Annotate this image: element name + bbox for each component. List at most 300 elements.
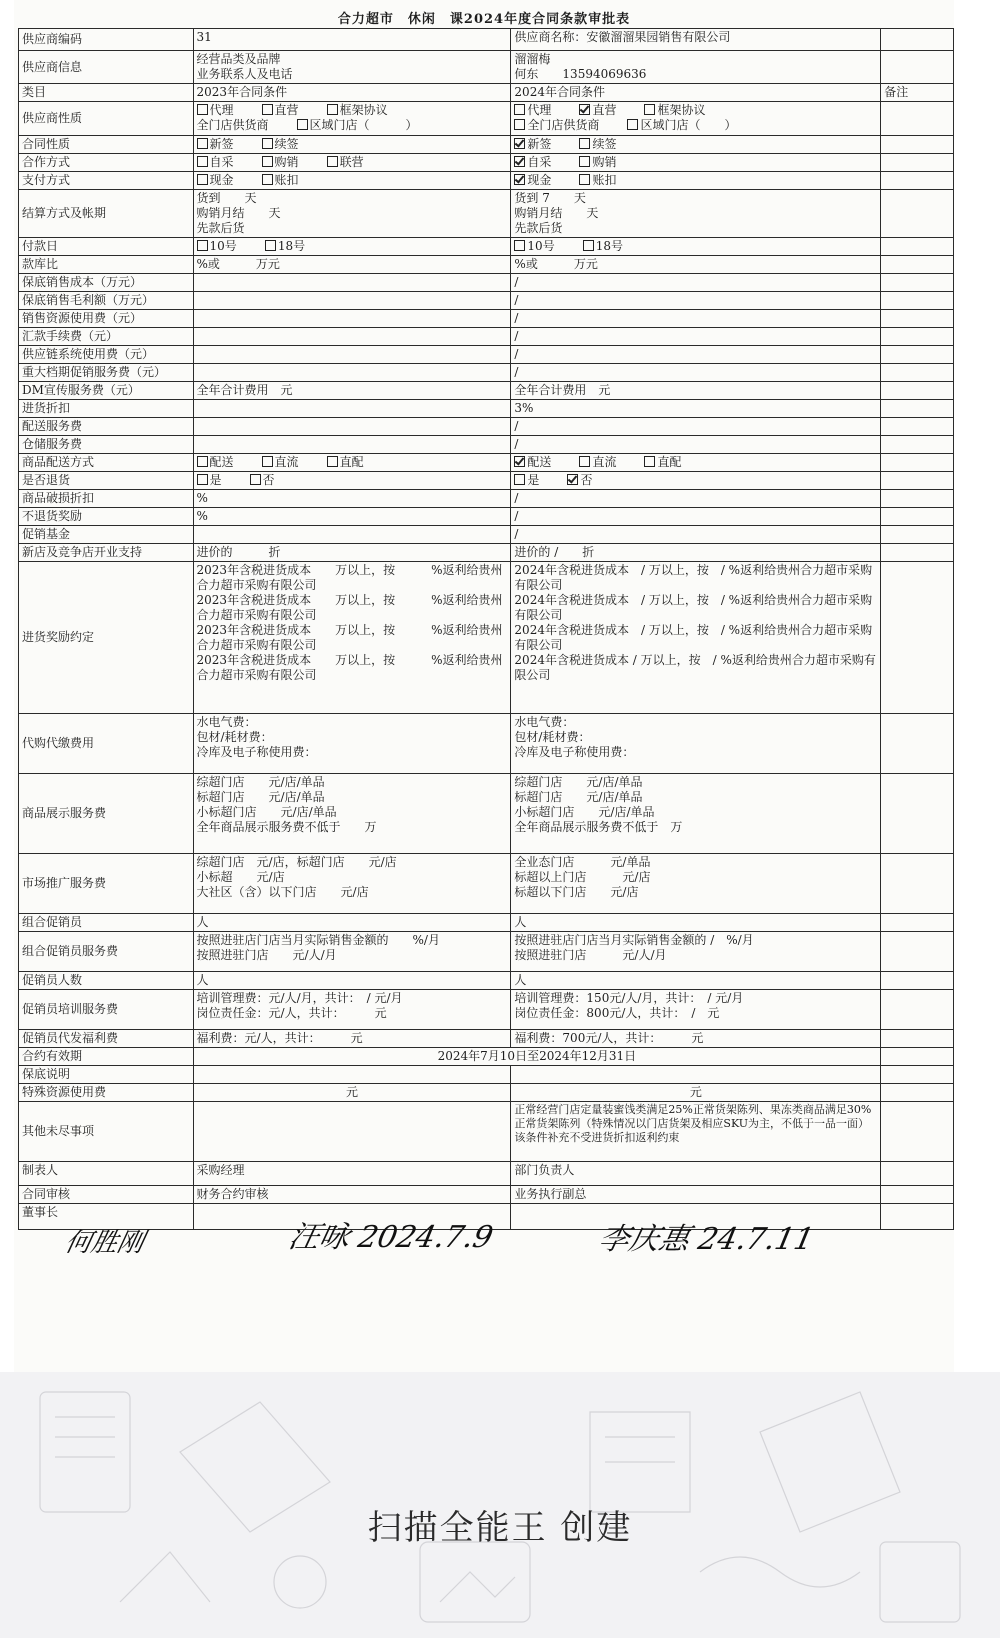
exec-vp-cell: 业务执行副总: [511, 1186, 881, 1204]
cell-2024: [511, 472, 881, 490]
option-label: 代理: [209, 103, 234, 117]
cell-2024: [511, 172, 881, 190]
form-row: [19, 328, 954, 346]
cell-2024: [511, 364, 881, 382]
row-label: 组合促销员: [19, 914, 194, 932]
cell-text: %: [196, 509, 208, 523]
row-label: 供应商性质: [19, 102, 194, 136]
cell-text: /: [514, 419, 519, 433]
cell-2023: [193, 562, 511, 714]
cell-2024: [511, 102, 881, 136]
remark-cell: [881, 102, 954, 136]
remark-cell: [881, 1030, 954, 1048]
row-label: 不退货奖励: [19, 508, 194, 526]
form-row: [19, 972, 954, 990]
option-label: 直营: [274, 103, 299, 117]
cell-text: /: [514, 437, 519, 451]
cell-text: %或 万元: [196, 257, 280, 271]
form-row: [19, 854, 954, 914]
cell-text: 进价的 / 折: [514, 545, 595, 559]
cell-2024: [511, 310, 881, 328]
cell-2023: [193, 51, 511, 84]
cell-2023: [193, 274, 511, 292]
cell-2024: [511, 328, 881, 346]
cell-text: 冷库及电子称使用费：: [514, 745, 635, 759]
option-label: 账扣: [274, 173, 299, 187]
cell-text: 2023年含税进货成本 万以上，按 %返利给贵州合力超市采购有限公司: [196, 593, 503, 622]
form-row: [19, 51, 954, 84]
remark-cell: [881, 526, 954, 544]
option-label: 直流: [592, 455, 617, 469]
unchecked-box-icon: [197, 240, 208, 251]
cell-text: /: [514, 329, 519, 343]
row-label: 商品展示服务费: [19, 774, 194, 854]
cell-2024: [511, 1102, 881, 1162]
cell-text: 2024年含税进货成本 / 万以上，按 / %返利给贵州合力超市采购有限公司: [514, 593, 873, 622]
option-label: 自采: [209, 155, 234, 169]
row-label: 进货奖励约定: [19, 562, 194, 714]
form-row: [19, 1066, 954, 1084]
row-label: 供应商编码: [19, 29, 194, 51]
option-label: 新签: [527, 137, 552, 151]
cell-text: 人: [196, 915, 209, 929]
row-label: 类目: [19, 84, 194, 102]
remark-cell: [881, 382, 954, 400]
cell-text: 2023年合同条件: [196, 85, 288, 99]
unchecked-box-icon: [250, 474, 261, 485]
remark-cell: [881, 190, 954, 238]
row-label: 合作方式: [19, 154, 194, 172]
remark-cell: [881, 310, 954, 328]
option-label: 18号: [595, 239, 623, 253]
unchecked-box-icon: [197, 156, 208, 167]
checked-box-icon: [579, 104, 590, 115]
cell-2023: [193, 1030, 511, 1048]
cell-text: 先款后货: [514, 221, 563, 235]
option-label: 18号: [277, 239, 306, 253]
cell-2023: [193, 526, 511, 544]
cell-text: 综超门店 元/店/单品: [514, 775, 643, 789]
form-row: [19, 1084, 954, 1102]
cell-text: 按照进驻门店 元/人/月: [514, 948, 667, 962]
form-row: [19, 544, 954, 562]
cell-2023: [193, 508, 511, 526]
cell-2023: [193, 1084, 511, 1102]
row-label: 保底说明: [19, 1066, 194, 1084]
row-label: 供应商信息: [19, 51, 194, 84]
remark-cell: [881, 454, 954, 472]
dept-head-cell: 部门负责人: [511, 1162, 881, 1186]
cell-2023: [193, 29, 511, 51]
cell-text: %或 万元: [514, 257, 598, 271]
cell-2024: [511, 274, 881, 292]
row-label: 款库比: [19, 256, 194, 274]
cell-text: 溜溜梅: [514, 52, 551, 66]
row-label: 仓储服务费: [19, 436, 194, 454]
cell-text: 按照进驻门店 元/人/月: [196, 948, 337, 962]
row-label: 供应链系统使用费（元）: [19, 346, 194, 364]
form-row: [19, 990, 954, 1030]
remark-cell: [881, 914, 954, 932]
unchecked-box-icon: [644, 104, 655, 115]
cell-text: /: [514, 347, 519, 361]
form-row: [19, 774, 954, 854]
cell-text: 大社区（含）以下门店 元/店: [196, 885, 369, 899]
row-label: 结算方式及帐期: [19, 190, 194, 238]
form-row: [19, 84, 954, 102]
cell-text: 岗位责任金：元/人，共计： 元: [196, 1006, 387, 1020]
cell-text: 福利费：700元/人，共计： 元: [514, 1031, 704, 1045]
cell-2024: [511, 400, 881, 418]
signature-row: [19, 1186, 954, 1204]
form-row: [19, 256, 954, 274]
cell-2023: [193, 544, 511, 562]
remark-cell: [881, 29, 954, 51]
cell-2024: [511, 1084, 881, 1102]
cell-text: 小标超门店 元/店/单品: [514, 805, 655, 819]
cell-2023: [193, 346, 511, 364]
cell-2023: [193, 972, 511, 990]
remark-cell: [881, 238, 954, 256]
form-row: [19, 1030, 954, 1048]
cell-text: 水电气费：: [514, 715, 575, 729]
cell-text: 3%: [514, 401, 534, 415]
form-row: [19, 436, 954, 454]
row-label: 保底销售成本（万元）: [19, 274, 194, 292]
option-label: 10号: [209, 239, 237, 253]
row-label: 其他未尽事项: [19, 1102, 194, 1162]
remark-cell: [881, 1102, 954, 1162]
cell-text: 培训管理费：150元/人/月，共计： / 元/月: [514, 991, 744, 1005]
option-label: 购销: [274, 155, 299, 169]
cell-text: 综超门店 元/店/单品: [196, 775, 325, 789]
cell-text: [197, 527, 508, 542]
unchecked-box-icon: [197, 456, 208, 467]
cell-text: 全年合计费用 元: [514, 383, 611, 397]
cell-text: 2024年含税进货成本 / 万以上，按 / %返利给贵州合力超市采购有限公司: [514, 623, 873, 652]
cell-text: 包材/耗材费：: [514, 730, 591, 744]
remark-cell: [881, 714, 954, 774]
form-row: [19, 238, 954, 256]
cell-2024: [511, 454, 881, 472]
unchecked-box-icon: [197, 104, 208, 115]
cell-text: [197, 401, 508, 416]
cell-text: 全业态门店 元/单品: [514, 855, 651, 869]
row-label: 配送服务费: [19, 418, 194, 436]
remark-cell: [881, 490, 954, 508]
cell-2023: [193, 136, 511, 154]
cell-2024: [511, 526, 881, 544]
finance-review-cell: 财务合约审核: [193, 1186, 511, 1204]
remark-cell: [881, 292, 954, 310]
form-row: [19, 310, 954, 328]
remark-cell: [881, 256, 954, 274]
remark-cell: [881, 562, 954, 714]
remark-cell: [881, 436, 954, 454]
cell-text: [197, 311, 508, 326]
cell-text: 业务联系人及电话: [196, 67, 293, 81]
cell-text: 培训管理费：元/人/月，共计： / 元/月: [196, 991, 403, 1005]
option-label: 直营: [592, 103, 617, 117]
option-label: 否: [580, 473, 593, 487]
remark-cell: [881, 774, 954, 854]
cell-text: 2024年含税进货成本 / 万以上，按 / %返利给贵州合力超市采购有限公司: [514, 563, 873, 592]
unchecked-box-icon: [579, 174, 590, 185]
unchecked-box-icon: [262, 156, 273, 167]
cell-2023: [193, 310, 511, 328]
row-label: 付款日: [19, 238, 194, 256]
remark-cell: [881, 1066, 954, 1084]
cell-text: 元: [345, 1085, 358, 1099]
form-row: [19, 1048, 954, 1066]
row-label: 是否退货: [19, 472, 194, 490]
option-label: 代理: [527, 103, 552, 117]
cell-2023: [193, 102, 511, 136]
cell-text: [197, 419, 508, 434]
remark-cell: [881, 364, 954, 382]
cell-text: 购销月结 天: [196, 206, 281, 220]
cell-text: 全年合计费用 元: [196, 383, 293, 397]
row-label: 支付方式: [19, 172, 194, 190]
form-row: [19, 400, 954, 418]
cell-2024: [511, 1030, 881, 1048]
cell-2023: [193, 418, 511, 436]
cell-2023: [193, 714, 511, 774]
cell-text: 何东 13594069636: [514, 67, 647, 81]
cell-2023: [193, 400, 511, 418]
cell-text: 小标超 元/店: [196, 870, 285, 884]
preparer-signature: 何胜刚: [62, 1228, 147, 1258]
cell-text: 冷库及电子称使用费：: [196, 745, 317, 759]
option-label: 否: [262, 473, 275, 487]
unchecked-box-icon: [579, 156, 590, 167]
remark-cell: [881, 1186, 954, 1204]
option-label: 是: [209, 473, 222, 487]
cell-text: 2024年含税进货成本 / 万以上，按 / %返利给贵州合力超市采购有限公司: [514, 653, 876, 682]
cell-text: [197, 437, 508, 452]
contract-review-cell: 合同审核: [19, 1186, 194, 1204]
unchecked-box-icon: [514, 474, 525, 485]
cell-text: 标超门店 元/店/单品: [514, 790, 643, 804]
option-label: 是: [527, 473, 540, 487]
row-label: 新店及竞争店开业支持: [19, 544, 194, 562]
form-row: [19, 102, 954, 136]
cell-2024: [511, 774, 881, 854]
form-row: [19, 364, 954, 382]
option-label: 续签: [274, 137, 299, 151]
cell-text: 进价的 折: [196, 545, 281, 559]
cell-2024: [511, 238, 881, 256]
cell-text: 人: [196, 973, 209, 987]
option-label: 区域门店（ ）: [640, 118, 737, 132]
cell-text: [197, 293, 508, 308]
cell-text: %: [196, 491, 208, 505]
option-label: 现金: [209, 173, 234, 187]
preparer-cell: 制表人: [19, 1162, 194, 1186]
cell-2023: [193, 1066, 511, 1084]
remark-cell: [881, 51, 954, 84]
cell-text: /: [514, 527, 519, 541]
contract-validity: 2024年7月10日至2024年12月31日: [193, 1048, 881, 1066]
unchecked-box-icon: [627, 119, 638, 130]
option-label: 购销: [592, 155, 617, 169]
cell-text: [197, 329, 508, 344]
form-row: [19, 382, 954, 400]
cell-text: 货到 天: [196, 191, 257, 205]
remark-cell: [881, 400, 954, 418]
cell-text: 小标超门店 元/店/单品: [196, 805, 337, 819]
option-label: 配送: [209, 455, 234, 469]
form-row: [19, 346, 954, 364]
cell-text: 2024年合同条件: [514, 85, 605, 99]
unchecked-box-icon: [327, 456, 338, 467]
cell-2024: [511, 562, 881, 714]
option-label: 直流: [274, 455, 299, 469]
remark-cell: [881, 854, 954, 914]
cell-text: /: [514, 491, 519, 505]
checked-box-icon: [514, 456, 525, 467]
cell-text: /: [514, 293, 519, 307]
remark-cell: [881, 932, 954, 972]
cell-2024: [511, 136, 881, 154]
signature-row: [19, 1162, 954, 1186]
cell-text: 按照进驻店门店当月实际销售金额的 / %/月: [514, 933, 754, 947]
remark-cell: [881, 972, 954, 990]
unchecked-box-icon: [262, 174, 273, 185]
cell-2024: [511, 914, 881, 932]
cell-2024: [511, 990, 881, 1030]
cell-2023: [193, 84, 511, 102]
unchecked-box-icon: [197, 174, 208, 185]
row-label: 促销员培训服务费: [19, 990, 194, 1030]
cell-2023: [193, 154, 511, 172]
unchecked-box-icon: [514, 104, 525, 115]
cell-2023: [193, 364, 511, 382]
cell-text: /: [514, 365, 519, 379]
form-row: [19, 714, 954, 774]
option-label: 10号: [527, 239, 555, 253]
form-row: [19, 418, 954, 436]
cell-2024: [511, 154, 881, 172]
cell-2023: [193, 932, 511, 972]
cell-text: 福利费：元/人，共计： 元: [196, 1031, 363, 1045]
purchase-mgr-cell: 采购经理: [193, 1162, 511, 1186]
cell-text: 人: [514, 973, 527, 987]
form-row: [19, 562, 954, 714]
row-label: 促销基金: [19, 526, 194, 544]
form-row: [19, 508, 954, 526]
cell-2023: [193, 190, 511, 238]
unchecked-box-icon: [327, 156, 338, 167]
cell-text: 人: [514, 915, 527, 929]
cell-2023: [193, 914, 511, 932]
row-label: 进货折扣: [19, 400, 194, 418]
checked-box-icon: [514, 138, 525, 149]
form-row: [19, 172, 954, 190]
cell-text: 供应商名称：安徽溜溜果园销售有限公司: [514, 30, 731, 44]
footer-brand-text: 扫描全能王 创建: [367, 1508, 633, 1548]
cell-2023: [193, 238, 511, 256]
row-label: 促销员代发福利费: [19, 1030, 194, 1048]
cell-2024: [511, 418, 881, 436]
unchecked-box-icon: [262, 104, 273, 115]
option-label: 框架协议: [339, 103, 388, 117]
cell-2023: [193, 1102, 511, 1162]
cell-2024: [511, 932, 881, 972]
unchecked-box-icon: [583, 240, 594, 251]
cell-text: [197, 275, 508, 290]
remark-cell: [881, 1204, 954, 1230]
form-row: [19, 136, 954, 154]
row-label: 重大档期促销服务费（元）: [19, 364, 194, 382]
cell-2023: [193, 172, 511, 190]
cell-2024: [511, 84, 881, 102]
cell-2024: [511, 190, 881, 238]
row-label: 保底销售毛利额（万元）: [19, 292, 194, 310]
row-label: 商品配送方式: [19, 454, 194, 472]
option-label: 全门店供货商: [196, 118, 269, 132]
option-label: 直配: [657, 455, 682, 469]
cell-text: 标超门店 元/店/单品: [196, 790, 325, 804]
cell-2024: [511, 292, 881, 310]
cell-2024: [511, 382, 881, 400]
unchecked-box-icon: [514, 240, 525, 251]
option-label: 配送: [527, 455, 552, 469]
row-label: DM宣传服务费（元）: [19, 382, 194, 400]
remark-cell: [881, 1084, 954, 1102]
form-row: [19, 472, 954, 490]
cell-text: 2023年含税进货成本 万以上，按 %返利给贵州合力超市采购有限公司: [196, 563, 503, 592]
chairman-cell: 董事长: [19, 1204, 194, 1230]
cell-2023: [193, 774, 511, 854]
cell-2023: [193, 472, 511, 490]
remark-cell: [881, 1048, 954, 1066]
document-title: 合力超市 休闲 课2024年度合同条款审批表: [337, 12, 631, 27]
cell-2023: [193, 328, 511, 346]
cell-text: 全年商品展示服务费不低于 万: [196, 820, 377, 834]
checked-box-icon: [514, 174, 525, 185]
cell-text: 先款后货: [196, 221, 245, 235]
option-label: 自采: [527, 155, 552, 169]
unchecked-box-icon: [579, 456, 590, 467]
form-row: [19, 29, 954, 51]
unchecked-box-icon: [262, 138, 273, 149]
cell-2024: [511, 256, 881, 274]
cell-text: 购销月结 天: [514, 206, 599, 220]
remark-cell: [881, 418, 954, 436]
row-label: 组合促销员服务费: [19, 932, 194, 972]
row-label: 特殊资源使用费: [19, 1084, 194, 1102]
option-label: 区域门店（ ）: [309, 118, 418, 132]
cell-2024: [511, 51, 881, 84]
cell-text: [197, 347, 508, 362]
remark-cell: [881, 328, 954, 346]
row-label: 销售资源使用费（元）: [19, 310, 194, 328]
checked-box-icon: [567, 474, 578, 485]
cell-2023: [193, 854, 511, 914]
form-row: [19, 526, 954, 544]
cell-text: [197, 1103, 508, 1118]
cell-2024: [511, 436, 881, 454]
option-label: 全门店供货商: [527, 118, 600, 132]
dept-head-signature: 李庆惠 24.7.11: [595, 1222, 818, 1257]
form-row: [19, 932, 954, 972]
unchecked-box-icon: [644, 456, 655, 467]
cell-text: [197, 365, 508, 380]
cell-text: /: [514, 311, 519, 325]
row-label: 市场推广服务费: [19, 854, 194, 914]
checked-box-icon: [514, 156, 525, 167]
